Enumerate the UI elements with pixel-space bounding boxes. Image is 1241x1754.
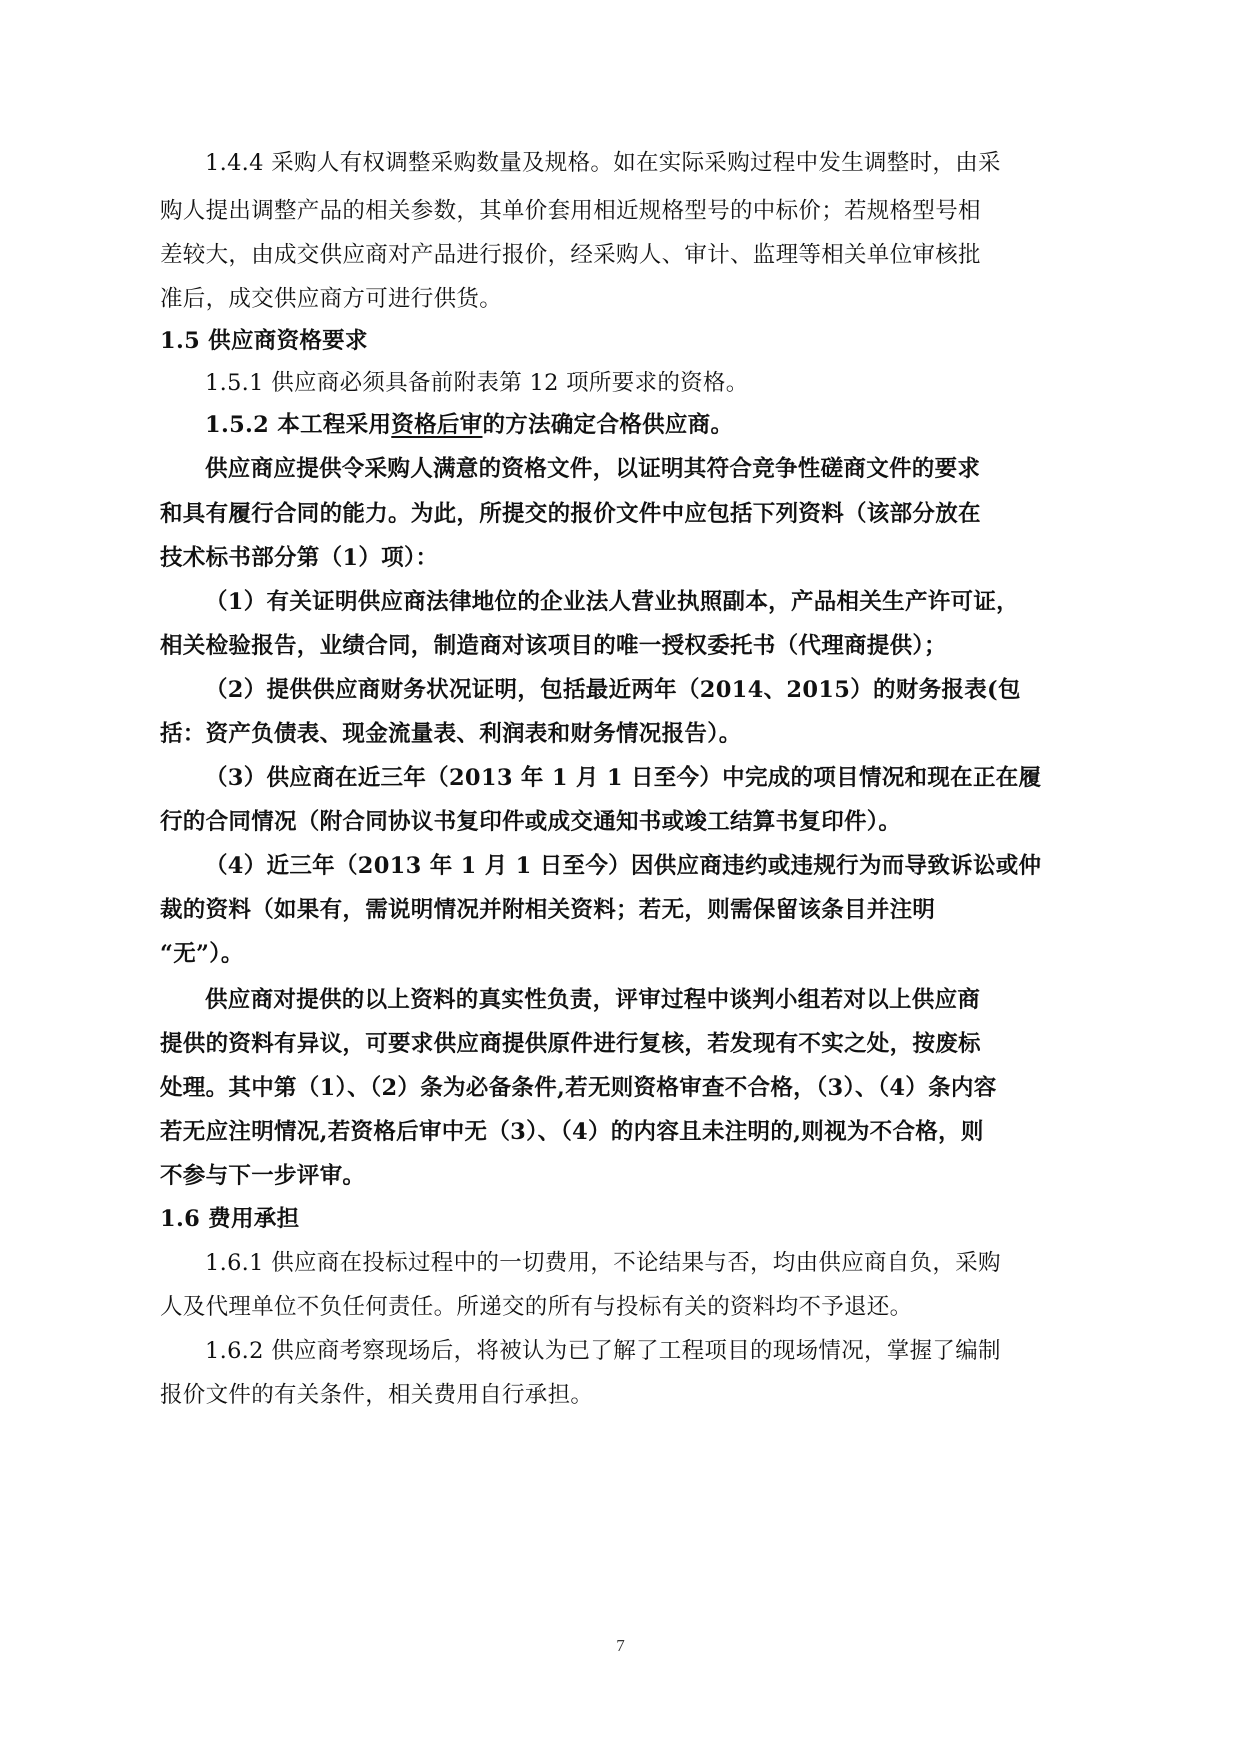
para-responsibility-line-1: 供应商对提供的以上资料的真实性负责，评审过程中谈判小组若对以上供应商 xyxy=(205,987,981,1013)
para-intro-line-1: 供应商应提供令采购人满意的资格文件，以证明其符合竞争性磋商文件的要求 xyxy=(205,456,981,482)
para-1-4-4-line-1: 1.4.4 采购人有权调整采购数量及规格。如在实际采购过程中发生调整时，由采 xyxy=(205,150,1001,176)
para-1-6-1-line-2: 人及代理单位不负任何责任。所递交的所有与投标有关的资料均不予退还。 xyxy=(160,1294,913,1320)
item-3-line-1: （3）供应商在近三年（2013 年 1 月 1 日至今）中完成的项目情况和现在正在履 xyxy=(205,765,1042,791)
para-1-5-2 xyxy=(205,410,733,440)
para-1-5-1: 1.5.1 供应商必须具备前附表第 12 项所要求的资格。 xyxy=(205,370,749,396)
para-intro-line-3: 技术标书部分第（1）项）： xyxy=(160,545,439,571)
item-4-line-1: （4）近三年（2013 年 1 月 1 日至今）因供应商违约或违规行为而导致诉讼或仲 xyxy=(205,853,1042,879)
para-1-6-2-line-1: 1.6.2 供应商考察现场后，将被认为已了解了工程项目的现场情况，掌握了编制 xyxy=(205,1338,1001,1364)
page-number: 7 xyxy=(616,1636,625,1655)
para-1-4-4-line-2: 购人提出调整产品的相关参数，其单价套用相近规格型号的中标价；若规格型号相 xyxy=(160,198,981,224)
para-1-4-4-line-3: 差较大，由成交供应商对产品进行报价，经采购人、审计、监理等相关单位审核批 xyxy=(160,242,981,268)
item-4-line-3: “无”）。 xyxy=(160,941,244,967)
para-1-6-1-line-1: 1.6.1 供应商在投标过程中的一切费用，不论结果与否，均由供应商自负，采购 xyxy=(205,1250,1001,1276)
para-1-4-4-line-4: 准后，成交供应商方可进行供货。 xyxy=(160,286,503,312)
para-intro-line-2: 和具有履行合同的能力。为此，所提交的报价文件中应包括下列资料（该部分放在 xyxy=(160,501,981,527)
para-responsibility-line-2: 提供的资料有异议，可要求供应商提供原件进行复核，若发现有不实之处，按废标 xyxy=(160,1031,981,1057)
item-4-line-2: 裁的资料（如果有，需说明情况并附相关资料；若无，则需保留该条目并注明 xyxy=(160,897,936,923)
item-2-line-2: 括：资产负债表、现金流量表、利润表和财务情况报告）。 xyxy=(160,721,742,747)
para-1-5-2-underlined-term: 资格后审 xyxy=(391,412,483,438)
para-responsibility-line-5: 不参与下一步评审。 xyxy=(160,1163,366,1189)
para-responsibility-line-3: 处理。其中第（1）、（2）条为必备条件,若无则资格审查不合格，（3）、（4）条内容 xyxy=(160,1075,997,1101)
para-responsibility-line-4: 若无应注明情况,若资格后审中无（3）、（4）的内容且未注明的,则视为不合格，则 xyxy=(160,1119,984,1145)
item-3-line-2: 行的合同情况（附合同协议书复印件或成交通知书或竣工结算书复印件）。 xyxy=(160,809,902,835)
section-heading-1-5: 1.5 供应商资格要求 xyxy=(160,328,368,354)
item-1-line-2: 相关检验报告，业绩合同，制造商对该项目的唯一授权委托书（代理商提供）； xyxy=(160,633,947,659)
section-heading-1-6: 1.6 费用承担 xyxy=(160,1206,300,1232)
para-1-5-2-prefix: 1.5.2 本工程采用 xyxy=(205,412,392,438)
item-2-line-1: （2）提供供应商财务状况证明，包括最近两年（2014、2015）的财务报表(包 xyxy=(205,677,1021,703)
para-1-6-2-line-2: 报价文件的有关条件，相关费用自行承担。 xyxy=(160,1382,594,1408)
para-1-5-2-suffix: 的方法确定合格供应商。 xyxy=(482,412,734,438)
item-1-line-1: （1）有关证明供应商法律地位的企业法人营业执照副本，产品相关生产许可证， xyxy=(205,589,1019,615)
